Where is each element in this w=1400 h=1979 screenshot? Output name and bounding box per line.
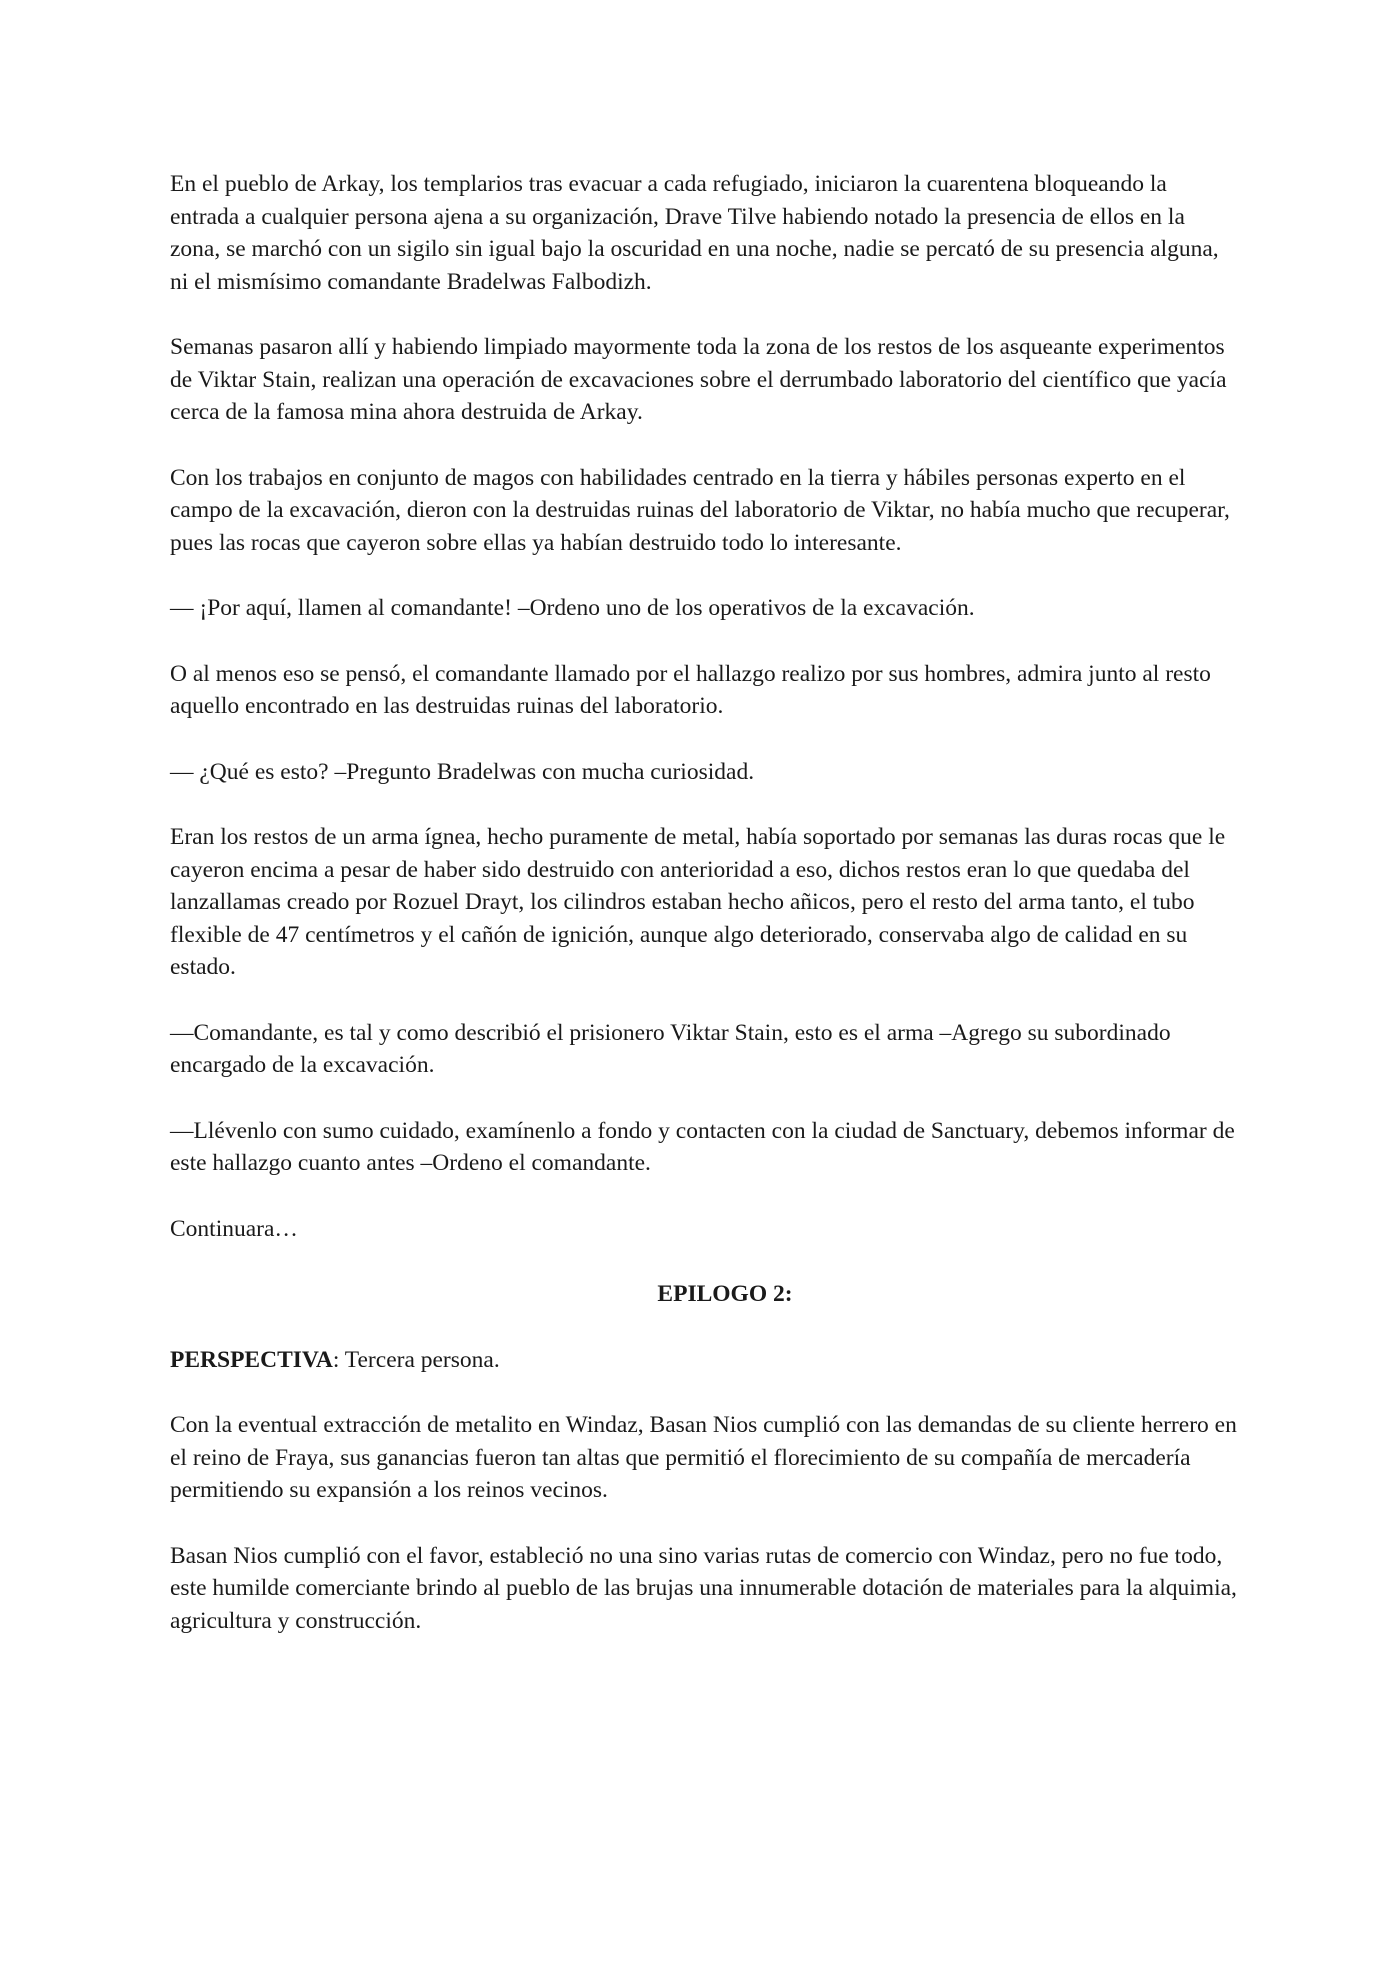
paragraph-5: O al menos eso se pensó, el comandante llamado por el hallazgo realizo por sus hombres, admira junto al resto aquello encontrado en las destruidas ruinas del laboratorio.: [170, 660, 1211, 719]
paragraph-10: Continuara…: [170, 1215, 298, 1242]
paragraph-9: —Llévenlo con sumo cuidado, examínenlo a fondo y contacten con la ciudad de Sanctuary, debemos informar de este hallazgo cuanto antes –Ordeno el comandante.: [170, 1117, 1235, 1176]
document-body: [170, 168, 1240, 1670]
paragraph-2: Semanas pasaron allí y habiendo limpiado mayormente toda la zona de los restos de los asqueante experimentos de Viktar Stain, realizan una operación de excavaciones sobre el derrumbado laboratorio del científico que yacía cerca de la famosa mina ahora destruida de Arkay.: [170, 334, 1227, 425]
paragraph-11: Con la eventual extracción de metalito en Windaz, Basan Nios cumplió con las demandas de su cliente herrero en el reino de Fraya, sus ganancias fueron tan altas que permitió el florecimiento de su compañía de mercadería permitiendo su expansión a los reinos vecinos.: [170, 1412, 1237, 1503]
perspective-value: : Tercera persona.: [332, 1346, 500, 1373]
paragraph-1: En el pueblo de Arkay, los templarios tras evacuar a cada refugiado, iniciaron la cuarentena bloqueando la entrada a cualquier persona ajena a su organización, Drave Tilve habiendo notado la presencia de ellos en la zona, se marchó con un sigilo sin igual bajo la oscuridad en una noche, nadie se percató de su presencia alguna, ni el mismísimo comandante Bradelwas Falbodizh.: [170, 171, 1219, 295]
paragraph-3: Con los trabajos en conjunto de magos con habilidades centrado en la tierra y hábiles personas experto en el campo de la excavación, dieron con la destruidas ruinas del laboratorio de Viktar, no había mucho que recuperar, pues las rocas que cayeron sobre ellas ya habían destruido todo lo interesante.: [170, 464, 1230, 556]
perspective-label: PERSPECTIVA: [170, 1346, 333, 1373]
epilogue-heading: EPILOGO 2:: [657, 1281, 793, 1307]
perspective-line: [170, 1344, 1240, 1377]
paragraph-7: Eran los restos de un arma ígnea, hecho puramente de metal, había soportado por semanas las duras rocas que le cayeron encima a pesar de haber sido destruido con anterioridad a eso, dichos restos eran lo que quedaba del lanzallamas creado por Rozuel Drayt, los cilindros estaban hecho añicos, pero el resto del arma tanto, el tubo flexible de 47 centímetros y el cañón de ignición, aunque algo deteriorado, conservaba algo de calidad en su estado.: [170, 824, 1226, 980]
paragraph-4: — ¡Por aquí, llamen al comandante! –Ordeno uno de los operativos de la excavación.: [170, 595, 975, 621]
paragraph-6: — ¿Qué es esto? –Pregunto Bradelwas con mucha curiosidad.: [170, 758, 755, 785]
paragraph-8: —Comandante, es tal y como describió el prisionero Viktar Stain, esto es el arma –Agrego su subordinado encargado de la excavación.: [170, 1019, 1171, 1078]
paragraph-12: Basan Nios cumplió con el favor, estableció no una sino varias rutas de comercio con Windaz, pero no fue todo, este humilde comerciante brindo al pueblo de las brujas una innumerable dotación de materiales para la alquimia, agricultura y construcción.: [170, 1542, 1237, 1634]
